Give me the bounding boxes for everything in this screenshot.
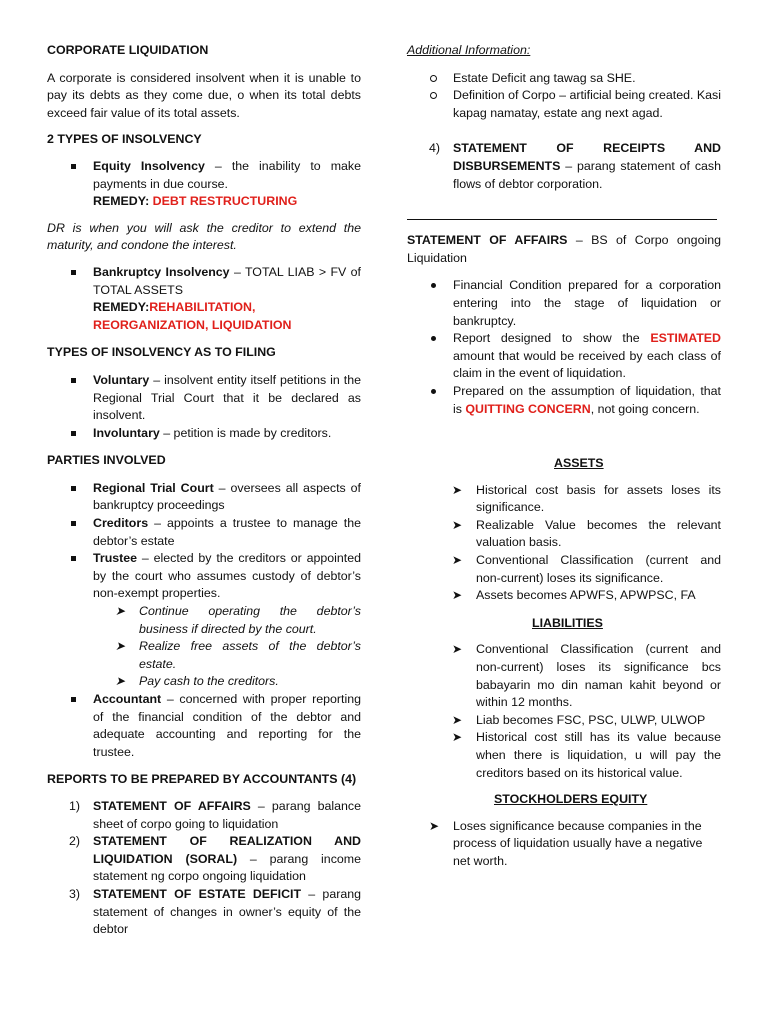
list-item: Prepared on the assumption of liquidation, that is QUITTING CONCERN, not going concern. (407, 383, 721, 418)
doc-title: CORPORATE LIQUIDATION (47, 43, 209, 57)
additional-list (407, 70, 721, 123)
list-item: 2) STATEMENT OF REALIZATION AND LIQUIDATION (SORAL) – parang income statement ng corpo ongoing liquidation (69, 834, 361, 884)
report4-list (407, 140, 721, 193)
filing-heading: TYPES OF INSOLVENCY AS TO FILING (47, 345, 276, 360)
liabilities-list (430, 641, 721, 782)
additional-heading: Additional Information: (407, 43, 531, 57)
list-item: ➤ Historical cost still has its value because when there is liquidation, u will pay the creditors based on its historical value. (430, 729, 721, 782)
list-item: 3) STATEMENT OF ESTATE DEFICIT – parang statement of changes in owner’s equity of the debtor (69, 886, 362, 937)
list-item: Creditors – appoints a trustee to manage the debtor’s estate (47, 515, 361, 550)
left-column (47, 42, 361, 939)
parties-heading: PARTIES INVOLVED (47, 453, 166, 468)
accountant-list (47, 691, 361, 761)
se-list (407, 818, 721, 871)
dr-note: DR is when you will ask the creditor to extend the maturity, and condone the interest. (47, 220, 361, 253)
list-item: ➤ Conventional Classification (current and non-current) loses its significance. (430, 552, 721, 587)
divider-line (407, 219, 717, 220)
list-item: ➤ Continue operating the debtor’s business if directed by the court. (93, 603, 361, 638)
list-item: ➤ Historical cost basis for assets loses its significance. (430, 482, 721, 517)
list-item: Trustee – elected by the creditors or appointed by the court who assumes custody of debtor’s non-exempt properties. (47, 550, 361, 603)
list-item-equity: Equity Insolvency – the inability to make payments in due course. REMEDY: DEBT RESTRUCTURING (47, 158, 361, 211)
list-item: Voluntary – insolvent entity itself petitions in the Regional Trial Court that it be declared as insolvent. (47, 372, 361, 425)
trustee-sublist (47, 603, 361, 691)
reports-list (47, 798, 361, 939)
list-item: Financial Condition prepared for a corporation entering into the stage of liquidation or bankruptcy. (407, 277, 721, 330)
types-list (47, 158, 361, 211)
soa-paragraph: STATEMENT OF AFFAIRS – BS of Corpo ongoing Liquidation (407, 233, 721, 265)
list-item: Report designed to show the ESTIMATED amount that would be received by each class of claim in the event of liquidation. (407, 330, 721, 383)
list-item-bankruptcy: Bankruptcy Insolvency – TOTAL LIAB > FV of TOTAL ASSETS REMEDY:REHABILITATION, REORGANIZATION, LIQUIDATION (47, 264, 361, 334)
list-item: ➤ Liab becomes FSC, PSC, ULWP, ULWOP (430, 712, 721, 730)
list-item: ➤ Loses significance because companies in the process of liquidation usually have a negative net worth. (407, 818, 721, 871)
list-item: ➤ Realize free assets of the debtor’s estate. (93, 638, 361, 673)
intro-paragraph: A corporate is considered insolvent when it is unable to pay its debts as they come due, o when its total debts exceed fair value of its total assets. (47, 70, 361, 120)
list-item: Definition of Corpo – artificial being created. Kasi kapag namatay, estate ang next agad. (407, 87, 721, 122)
list-item: 4) STATEMENT OF RECEIPTS AND DISBURSEMENTS – parang statement of cash flows of debtor corporation. (429, 141, 721, 191)
right-column (407, 42, 721, 871)
list-item: ➤ Assets becomes APWFS, APWPSC, FA (430, 587, 721, 605)
soa-list (407, 277, 721, 418)
liabilities-heading: LIABILITIES (532, 615, 603, 630)
list-item: Involuntary – petition is made by creditors. (47, 425, 361, 443)
list-item: Estate Deficit ang tawag sa SHE. (407, 70, 721, 88)
stockholders-equity-heading: STOCKHOLDERS EQUITY (494, 792, 648, 807)
types-heading: 2 TYPES OF INSOLVENCY (47, 132, 202, 147)
list-item: ➤ Realizable Value becomes the relevant valuation basis. (430, 517, 721, 552)
reports-heading: REPORTS TO BE PREPARED BY ACCOUNTANTS (4) (47, 772, 357, 787)
list-item: ➤ Conventional Classification (current and non-current) loses its significance bcs babayarin mo din naman kahit beyond or within 12 months. (430, 641, 721, 711)
list-item: ➤ Pay cash to the creditors. (93, 673, 361, 691)
assets-heading: ASSETS (554, 456, 604, 471)
list-item: Accountant – concerned with proper reporting of the financial condition of the debtor and adequate accounting and reporting for the trustee. (47, 691, 361, 761)
bankruptcy-list (47, 264, 361, 334)
list-item: 1) STATEMENT OF AFFAIRS – parang balance sheet of corpo going to liquidation (69, 798, 361, 831)
list-item: Regional Trial Court – oversees all aspects of bankruptcy proceedings (47, 480, 361, 515)
parties-list (47, 480, 361, 603)
assets-list (430, 482, 721, 605)
filing-list (47, 372, 361, 442)
